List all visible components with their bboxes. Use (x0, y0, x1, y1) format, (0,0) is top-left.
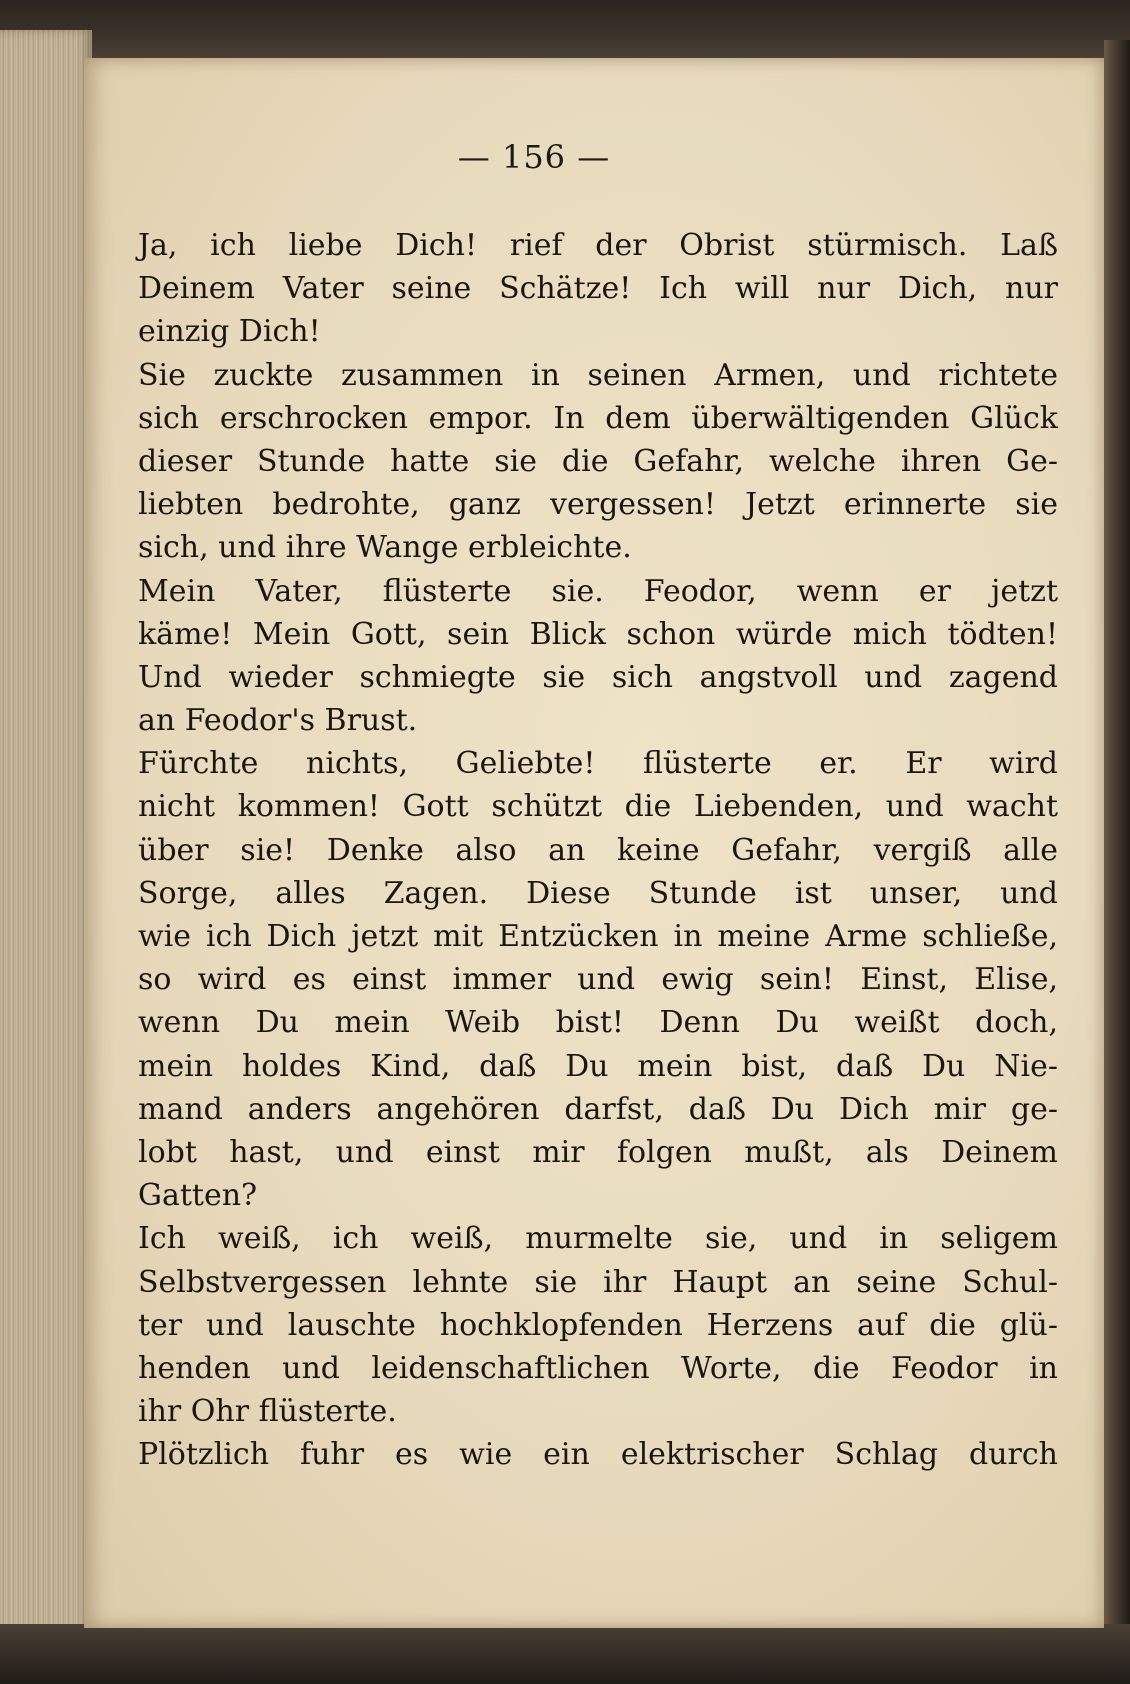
book-cover-bottom-edge (0, 1624, 1130, 1684)
text-line: Plötzlich fuhr es wie ein elektrischer Schlag durch (138, 1437, 1058, 1473)
text-line: wie ich Dich jetzt mit Entzücken in meine Arme schließe, (138, 919, 1058, 954)
text-line: nicht kommen! Gott schützt die Liebenden, und wacht (138, 789, 1058, 825)
text-line: ihr Ohr flüsterte. (138, 1394, 397, 1430)
text-line: mein holdes Kind, daß Du mein bist, daß Du Nie- (138, 1048, 1058, 1084)
text-line: wenn Du mein Weib bist! Denn Du weißt doch, (138, 1005, 1058, 1041)
text-line: liebten bedrohte, ganz vergessen! Jetzt erinnerte sie (138, 487, 1058, 523)
text-line: über sie! Denke also an keine Gefahr, vergiß alle (138, 832, 1058, 868)
text-line: käme! Mein Gott, sein Blick schon würde mich tödten! (138, 616, 1058, 652)
text-line: dieser Stunde hatte sie die Gefahr, welche ihren Ge- (138, 443, 1058, 479)
text-line: lobt hast, und einst mir folgen mußt, als Deinem (138, 1134, 1058, 1170)
text-line: mand anders angehören darfst, daß Du Dich mir ge- (138, 1091, 1058, 1127)
text-line: einzig Dich! (138, 314, 321, 350)
book-cover-top-edge (0, 0, 1130, 60)
book-cover-right-edge (1104, 40, 1130, 1684)
page-number: — 156 — (457, 138, 611, 176)
text-line: Deinem Vater seine Schätze! Ich will nur Dich, nur (138, 271, 1058, 307)
text-line: ter und lauschte hochklopfenden Herzens auf die glü- (138, 1307, 1058, 1343)
text-line: henden und leidenschaftlichen Worte, die Feodor in (138, 1350, 1058, 1386)
text-line: sich, und ihre Wange erbleichte. (138, 530, 632, 566)
page-body-text (138, 224, 1058, 1476)
book-page-edges (0, 30, 92, 1660)
text-line: Sorge, alles Zagen. Diese Stunde ist unser, und (138, 875, 1058, 911)
text-line: so wird es einst immer und ewig sein! Einst, Elise, (138, 962, 1058, 998)
text-line: Mein Vater, flüsterte sie. Feodor, wenn er jetzt (138, 573, 1058, 609)
text-line: Und wieder schmiegte sie sich angstvoll und zagend (138, 659, 1058, 695)
text-line: Ja, ich liebe Dich! rief der Obrist stürmisch. Laß (138, 228, 1058, 263)
text-line: sich erschrocken empor. In dem überwältigenden Glück (138, 400, 1058, 436)
text-line: an Feodor's Brust. (138, 703, 418, 739)
text-line: Gatten? (138, 1178, 258, 1214)
text-line: Selbstvergessen lehnte sie ihr Haupt an seine Schul- (138, 1264, 1058, 1300)
text-line: Fürchte nichts, Geliebte! flüsterte er. Er wird (138, 746, 1058, 782)
text-line: Sie zuckte zusammen in seinen Armen, und richtete (138, 357, 1058, 393)
text-line: Ich weiß, ich weiß, murmelte sie, und in seligem (138, 1221, 1058, 1257)
